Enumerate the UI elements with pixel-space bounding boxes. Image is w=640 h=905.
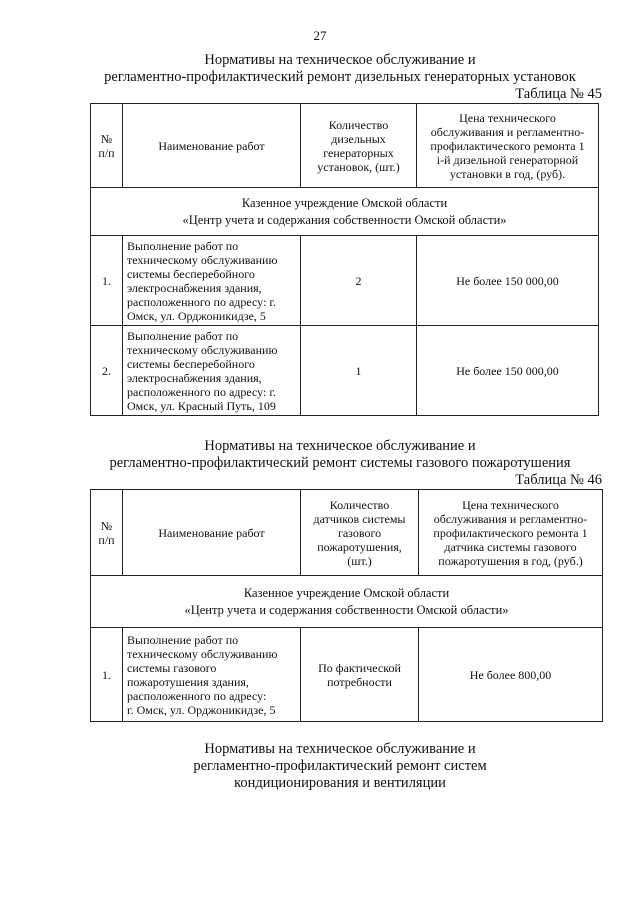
col-header-price: Цена технического обслуживания и регламентно- профилактического ремонта 1 датчика системы газового пожаротушения в год, (руб.) [419, 490, 603, 576]
table-45 [90, 103, 599, 416]
row-num: 1. [91, 236, 123, 326]
org-cell: Казенное учреждение Омской области «Центр учета и содержания собственности Омской области» [91, 188, 599, 236]
title-line: кондиционирования и вентиляции [234, 775, 446, 791]
table-45-label: Таблица № 45 [515, 86, 602, 102]
row-name: Выполнение работ по техническому обслуживанию системы газового пожаротушения здания, расположенного по адресу: г. Омск, ул. Орджоникидзе, 5 [123, 628, 301, 722]
table-row [91, 236, 599, 326]
section-45-title [60, 52, 620, 86]
col-header-name: Наименование работ [123, 104, 301, 188]
table-46 [90, 489, 603, 722]
row-num: 2. [91, 326, 123, 416]
org-cell: Казенное учреждение Омской области «Центр учета и содержания собственности Омской области» [91, 576, 603, 628]
title-line: Нормативы на техническое обслуживание и [204, 438, 476, 454]
col-header-num: № п/п [91, 104, 123, 188]
title-line: регламентно-профилактический ремонт системы газового пожаротушения [109, 455, 571, 471]
row-price: Не более 800,00 [419, 628, 603, 722]
table-header-row [91, 104, 599, 188]
table-row [91, 628, 603, 722]
section-46-title [60, 438, 620, 472]
row-num: 1. [91, 628, 123, 722]
col-header-name: Наименование работ [123, 490, 301, 576]
section-47-title [60, 741, 620, 792]
table-46-label: Таблица № 46 [515, 472, 602, 488]
col-header-price: Цена технического обслуживания и регламентно- профилактического ремонта 1 i-й дизельной генераторной установки в год, (руб). [417, 104, 599, 188]
col-header-qty: Количество дизельных генераторных установок, (шт.) [301, 104, 417, 188]
row-name: Выполнение работ по техническому обслуживанию системы бесперебойного электроснабжения здания, расположенного по адресу: г. Омск, ул. Красный Путь, 109 [123, 326, 301, 416]
row-qty: 1 [301, 326, 417, 416]
col-header-num: № п/п [91, 490, 123, 576]
org-row [91, 188, 599, 236]
table-header-row [91, 490, 603, 576]
title-line: Нормативы на техническое обслуживание и [204, 52, 476, 68]
col-header-qty: Количество датчиков системы газового пожаротушения, (шт.) [301, 490, 419, 576]
title-line: регламентно-профилактический ремонт дизельных генераторных установок [104, 69, 576, 85]
title-line: Нормативы на техническое обслуживание и [204, 741, 476, 757]
page-number: 27 [313, 28, 327, 43]
title-line: регламентно-профилактический ремонт систем [193, 758, 487, 774]
table-row [91, 326, 599, 416]
row-qty: По фактической потребности [301, 628, 419, 722]
row-price: Не более 150 000,00 [417, 326, 599, 416]
row-price: Не более 150 000,00 [417, 236, 599, 326]
row-qty: 2 [301, 236, 417, 326]
row-name: Выполнение работ по техническому обслуживанию системы бесперебойного электроснабжения здания, расположенного по адресу: г. Омск, ул. Орджоникидзе, 5 [123, 236, 301, 326]
org-row [91, 576, 603, 628]
